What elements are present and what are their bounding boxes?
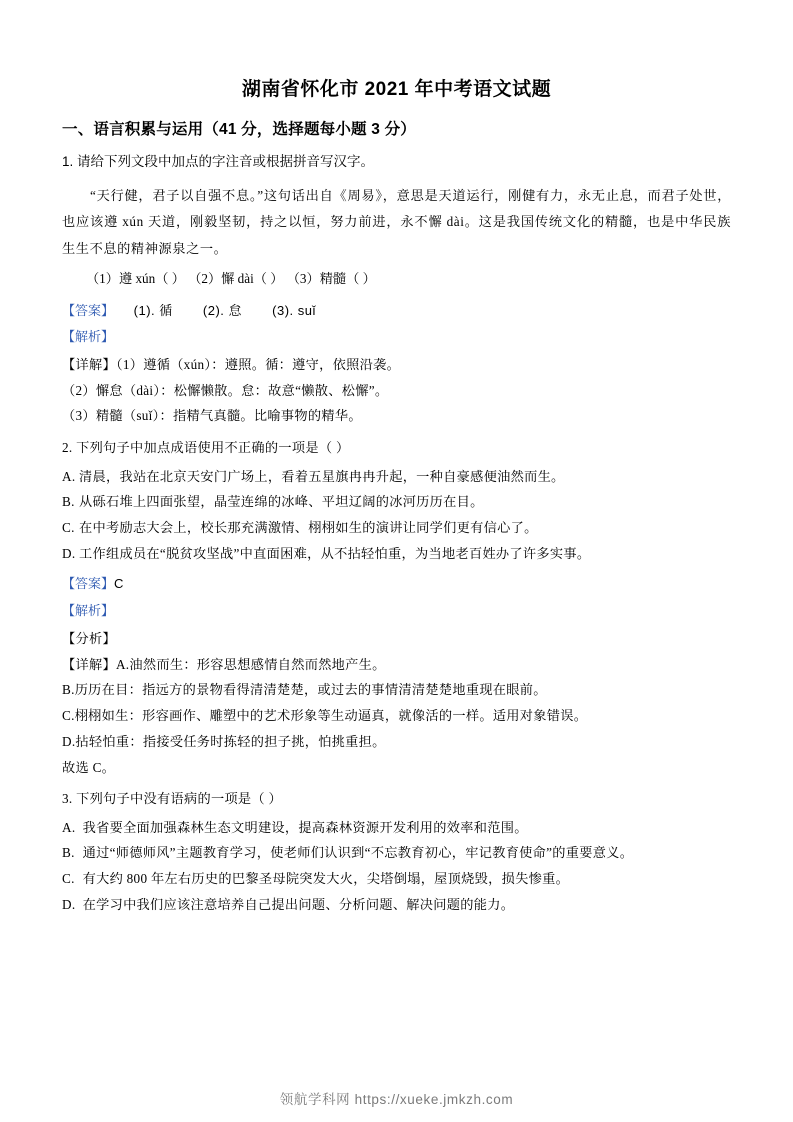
question-1-detail-1: 【详解】（1）遵循（xún）：遵照。循：遵守，依照沿袭。 <box>62 356 401 372</box>
choice-text: 有大约 800 年左右历史的巴黎圣母院突发大火，尖塔倒塌，屋顶烧毁，损失惨重。 <box>82 871 570 887</box>
question-2-detail-2: B.历历在目：指远方的景物看得清清楚楚，或过去的事情清清楚楚地重现在眼前。 <box>62 682 547 698</box>
question-2-analysis-subtag: 【分析】 <box>62 630 116 646</box>
question-2-stem: 2. 下列句子中加点成语使用不正确的一项是（ ） <box>62 440 350 456</box>
answer-item: (1). 循 <box>133 302 173 318</box>
question-2-analysis-tag-row <box>62 599 731 624</box>
question-1-detail-3: （3）精髓（suǐ）：指精气真髓。比喻事物的精华。 <box>62 408 362 424</box>
choice-text: 在中考励志大会上，校长那充满激情、栩栩如生的演讲让同学们更有信心了。 <box>79 520 538 535</box>
section-heading: 一、语言积累与运用（41 分，选择题每小题 3 分） <box>62 121 416 138</box>
question-2-detail-4: D.拈轻怕重：指接受任务时拣轻的担子挑，怕挑重担。 <box>62 733 386 749</box>
question-3-choice-d <box>62 892 731 918</box>
choice-text: 工作组成员在“脱贫攻坚战”中直面困难，从不拈轻怕重，为当地老百姓办了许多实事。 <box>79 545 591 561</box>
choice-label: A. <box>62 468 76 484</box>
question-1-passage: “天行健，君子以自强不息。”这句话出自《周易》，意思是天道运行，刚健有力，永无止息，而君子处世，也应该遵 xún 天道，刚毅坚韧，持之以恒，努力前进，永不懈 dài。这是我国传统文化的精髓，也是中华民族生生不息的精神源泉之一。 <box>62 187 731 256</box>
choice-label: D. <box>62 896 76 912</box>
choice-text: 通过“师德师风”主题教育学习，使老师们认识到“不忘教育初心，牢记教育使命”的重要意义。 <box>82 845 634 861</box>
question-2-choice-d <box>62 541 731 567</box>
choice-label: C. <box>62 520 75 535</box>
choice-label: C. <box>62 871 75 887</box>
choice-label: D. <box>62 545 76 561</box>
answer-value: C <box>114 576 124 592</box>
question-3-choice-b <box>62 840 731 866</box>
answer-tag: 【答案】 <box>62 302 115 318</box>
choice-text: 从砾石堆上四面张望，晶莹连绵的冰峰、平坦辽阔的冰河历历在目。 <box>79 494 484 510</box>
choice-label: B. <box>62 494 75 510</box>
page-title: 湖南省怀化市 2021 年中考语文试题 <box>241 79 552 100</box>
question-3-stem: 3. 下列句子中没有语病的一项是（ ） <box>62 791 282 807</box>
footer-watermark: 领航学科网 https://xueke.jmkzh.com <box>279 1092 514 1107</box>
choice-text: 清晨，我站在北京天安门广场上，看着五星旗冉冉升起，一种自豪感便油然而生。 <box>79 468 565 484</box>
question-3-choice-a <box>62 815 731 841</box>
question-1-blanks: （1）遵 xún（ ） （2）懈 dài（ ） （3）精髓（ ） <box>86 271 376 287</box>
choice-text: 我省要全面加强森林生态文明建设，提高森林资源开发利用的效率和范围。 <box>82 819 528 835</box>
question-2-choice-b <box>62 489 731 515</box>
question-2-answer-row <box>62 572 731 597</box>
answer-tag: 【答案】 <box>62 576 115 592</box>
choice-label: A. <box>62 819 76 835</box>
answer-item: (2). 怠 <box>202 302 243 318</box>
question-1-answer-row <box>62 299 731 324</box>
analysis-tag: 【解析】 <box>62 603 115 619</box>
question-1-stem: 1. 请给下列文段中加点的字注音或根据拼音写汉字。 <box>62 154 375 169</box>
question-2-detail-5: 故选 C。 <box>62 759 116 775</box>
question-2-detail-1: 【详解】A.油然而生：形容思想感情自然而然地产生。 <box>62 656 386 672</box>
question-3-choice-c <box>62 866 731 892</box>
choice-text: 在学习中我们应该注意培养自己提出问题、分析问题、解决问题的能力。 <box>82 896 515 912</box>
question-1-detail-2: （2）懈怠（dài）：松懈懒散。怠：故意“懒散、松懈”。 <box>62 382 389 398</box>
question-2-choice-c <box>62 515 731 541</box>
question-2-choice-a <box>62 464 731 490</box>
question-2-detail-3: C.栩栩如生：形容画作、雕塑中的艺术形象等生动逼真，就像活的一样。适用对象错误。 <box>62 708 588 724</box>
answer-items <box>134 303 342 318</box>
question-1-analysis-tag-row <box>62 325 731 350</box>
answer-item: (3). suǐ <box>272 302 316 318</box>
analysis-tag: 【解析】 <box>62 329 115 345</box>
choice-label: B. <box>62 845 75 861</box>
